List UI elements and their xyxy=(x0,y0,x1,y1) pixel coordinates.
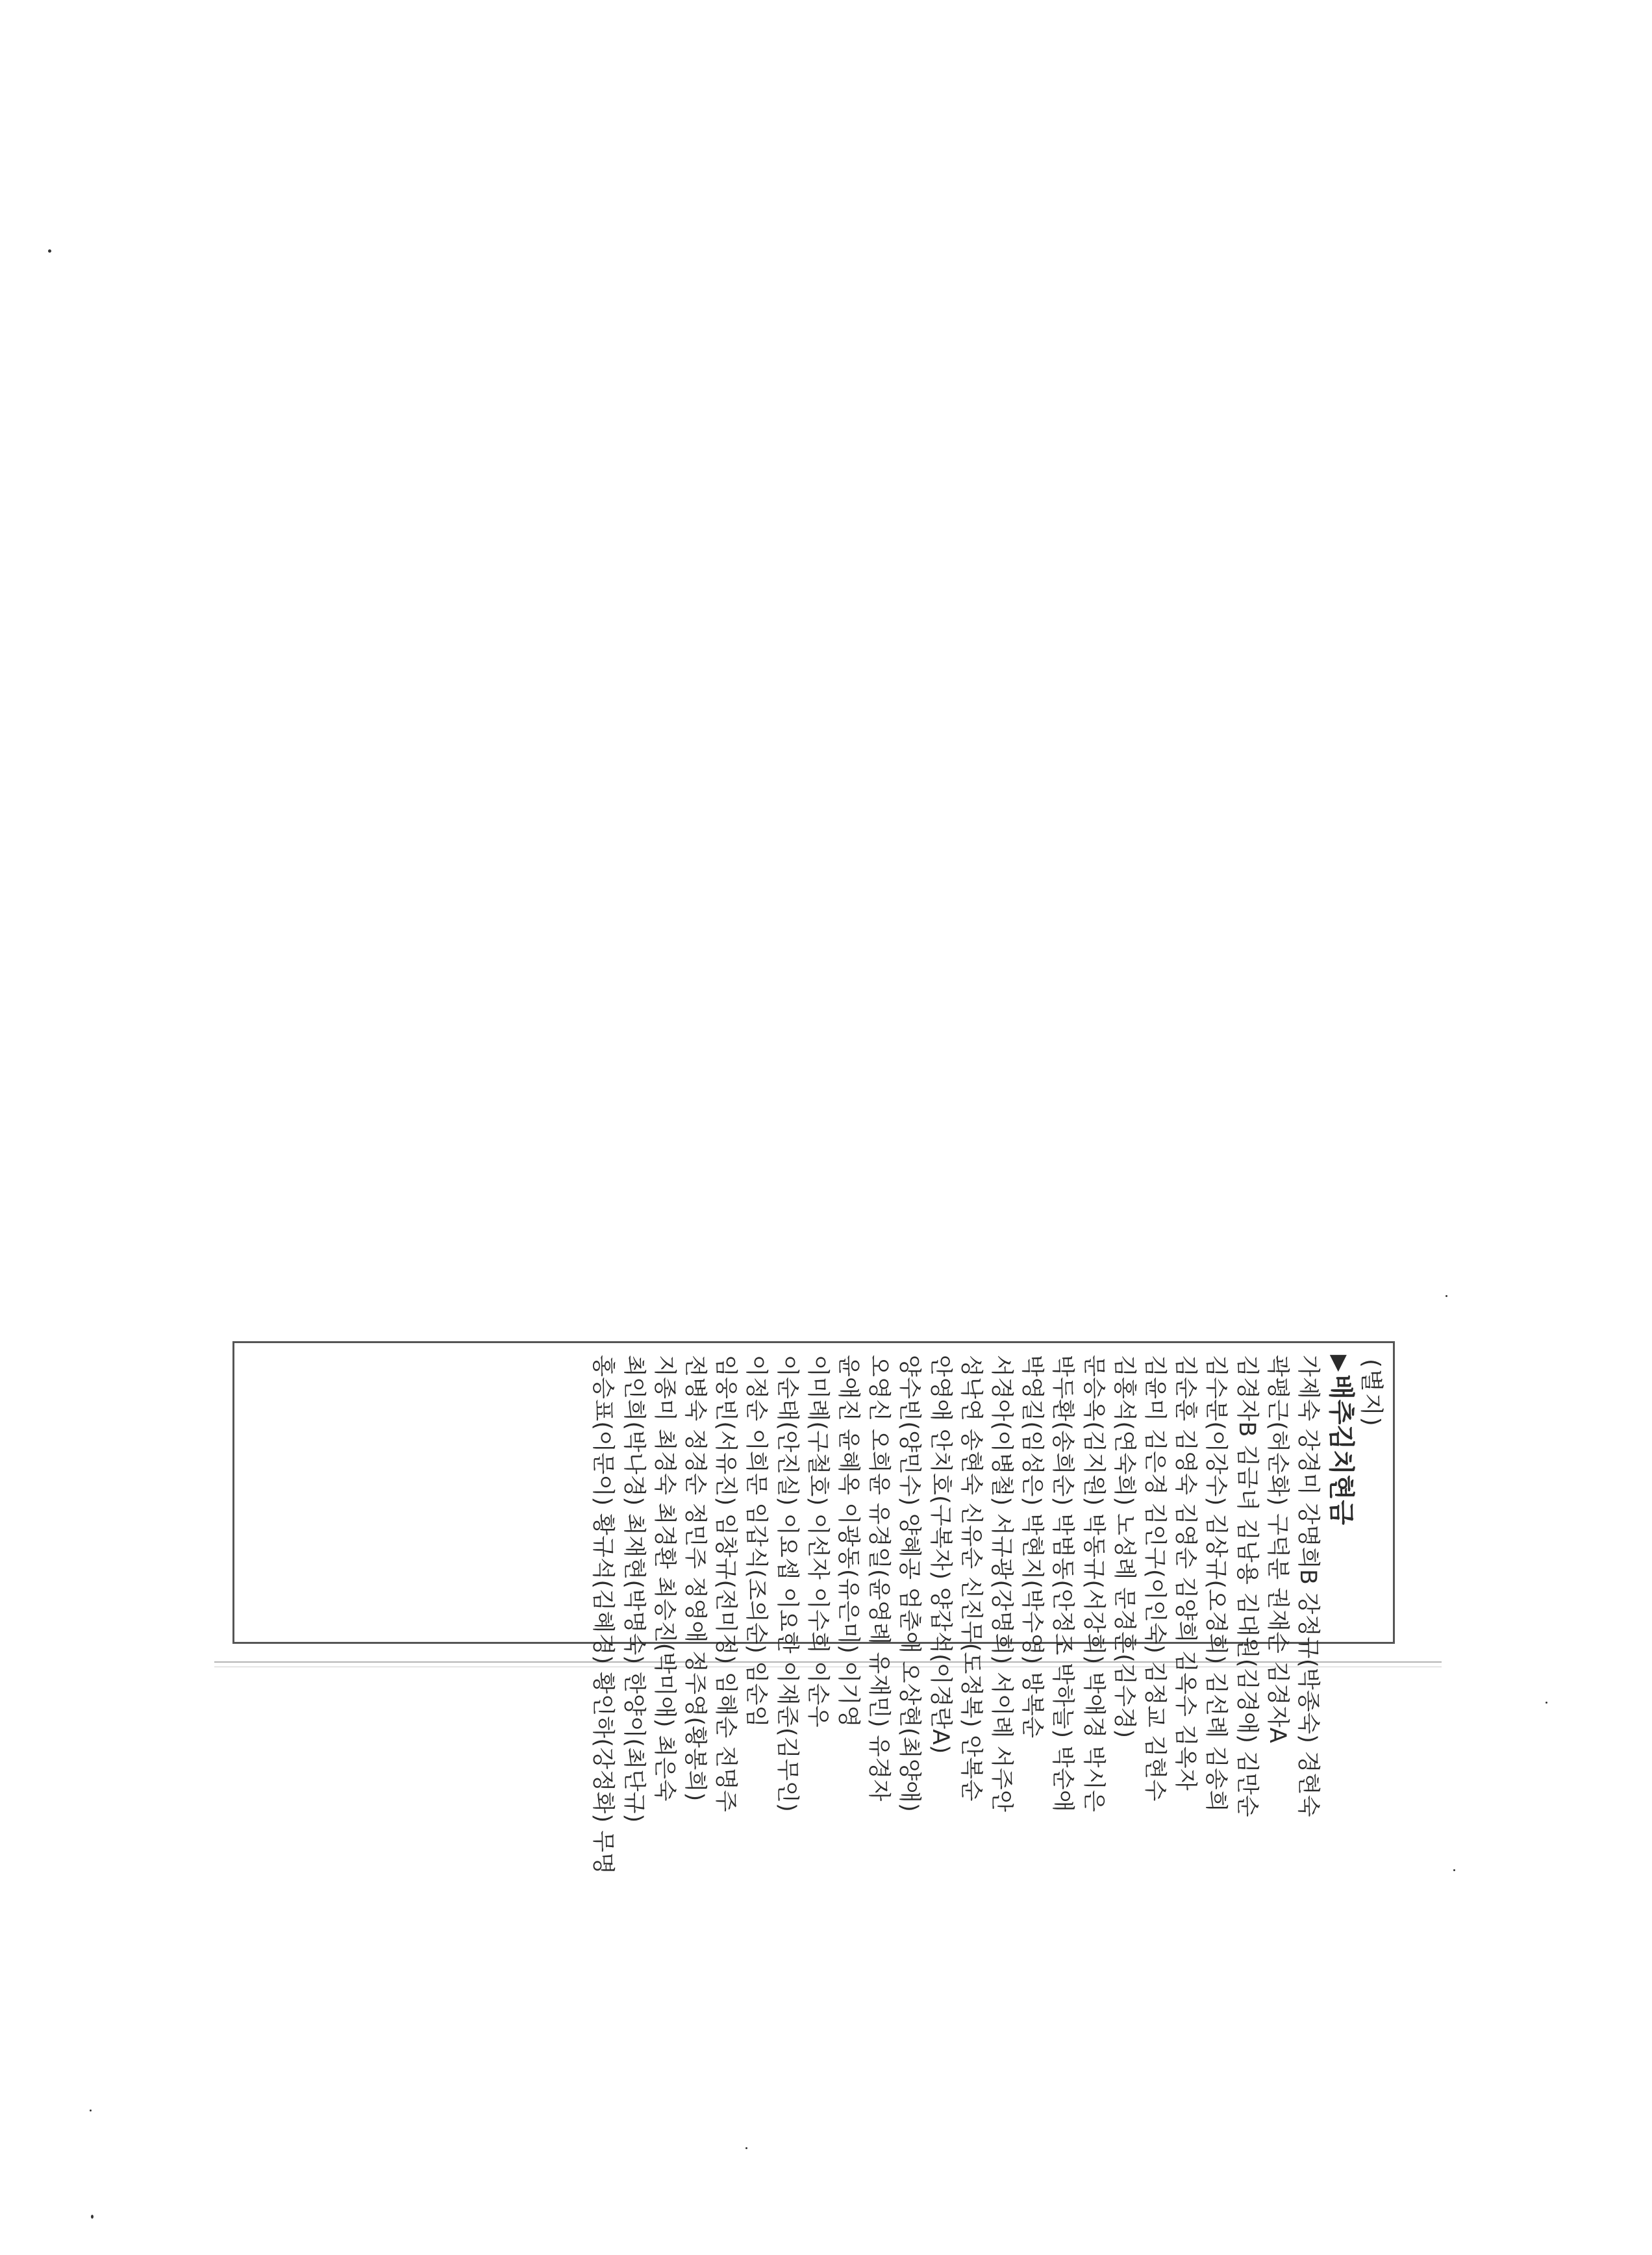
donor-line: 성낙연 송현숙 신유순 신진무(도정복) 안복순 xyxy=(957,1355,984,1802)
donor-line: 박두환(송희순) 박범동(안정조 박하늘) 박순애 xyxy=(1049,1355,1076,1813)
section-title xyxy=(1325,1355,1355,1630)
donor-list xyxy=(587,1355,1323,1875)
scan-speck xyxy=(1446,1295,1447,1297)
donor-line: 오영신 오희윤 유경일(윤영례 유재민) 유경자 xyxy=(866,1355,892,1802)
donor-line: 전병숙 정경순 정민주 정영애 정주영(황봉희) xyxy=(681,1355,708,1802)
donor-line: 지종미 최경숙 최경환 최승진(박미애) 최은숙 xyxy=(651,1355,677,1802)
donor-list-clipping xyxy=(232,1341,1395,1875)
donor-line: 김경자B 김금녀 김남용 김대원(김경애) 김만순 xyxy=(1233,1355,1260,1817)
donor-line: 가제숙 강경미 강명희B 강정규(박종숙) 경현숙 xyxy=(1295,1355,1321,1817)
appendix-header: (별지) xyxy=(1358,1359,1384,1428)
scan-speck xyxy=(90,2110,92,2111)
donor-line: 서경아(이병철) 서규광(강명희) 서이례 서주안 xyxy=(988,1355,1014,1813)
donor-line: 김수분(이강수) 김상규(오경희) 김선례 김송희 xyxy=(1203,1355,1229,1813)
donor-line: 이순태(안진실) 이요셉 이요한 이재준(김무인) xyxy=(773,1355,800,1813)
donor-line: 임웅빈(서유진) 임창규(전미정) 임해순 전명주 xyxy=(712,1355,739,1813)
triangle-bullet-icon: ▶ xyxy=(1327,1355,1353,1372)
donor-line: 양수빈(양민수) 양혜공 엄춘애 오상현(최양애) xyxy=(896,1355,923,1813)
scan-speck xyxy=(1453,1869,1455,1871)
donor-line: 안영애 안치호(구복자) 양갑석(이경란A) xyxy=(927,1355,953,1754)
donor-line: 김순훈 김영숙 김영순 김양희 김옥수 김옥자 xyxy=(1172,1355,1199,1791)
donor-line: 김홍석(연숙희) 노성례 문경훈(김수경) xyxy=(1110,1355,1137,1739)
scan-speck xyxy=(91,2215,94,2219)
donor-line: 윤애진 윤혜옥 이광동(유은미) 이기영 xyxy=(834,1355,861,1728)
scan-speck xyxy=(48,249,51,253)
scan-speck xyxy=(1546,1702,1547,1704)
scan-speck xyxy=(745,2147,747,2149)
donor-line: 박영길(임성은) 박현지(박수영) 방복순 xyxy=(1019,1355,1045,1739)
section-title-text: 배추김치현금 xyxy=(1326,1374,1356,1525)
donor-line: 문승옥(김지원) 박동규(서강희) 박애경 박시은 xyxy=(1080,1355,1107,1813)
donor-line: 이정순 이희문 임갑식(조의순) 임순임 xyxy=(743,1355,770,1728)
donor-line: 홍승표(이문이) 황규석(김혜경) 황인하(강정화) 무명 xyxy=(590,1355,616,1875)
donor-line: 이미례(구철호) 이선자 이수희 이순우 xyxy=(804,1355,831,1728)
donor-line: 김윤미 김은경 김인구(이인숙) 김정교 김현수 xyxy=(1141,1355,1168,1802)
donor-line: 곽평근(허순화) 구덕분 권재순 김경자A xyxy=(1264,1355,1290,1744)
donor-line: 최인희(박나경) 최재현(박명숙) 한양이(최단규) xyxy=(620,1355,647,1823)
